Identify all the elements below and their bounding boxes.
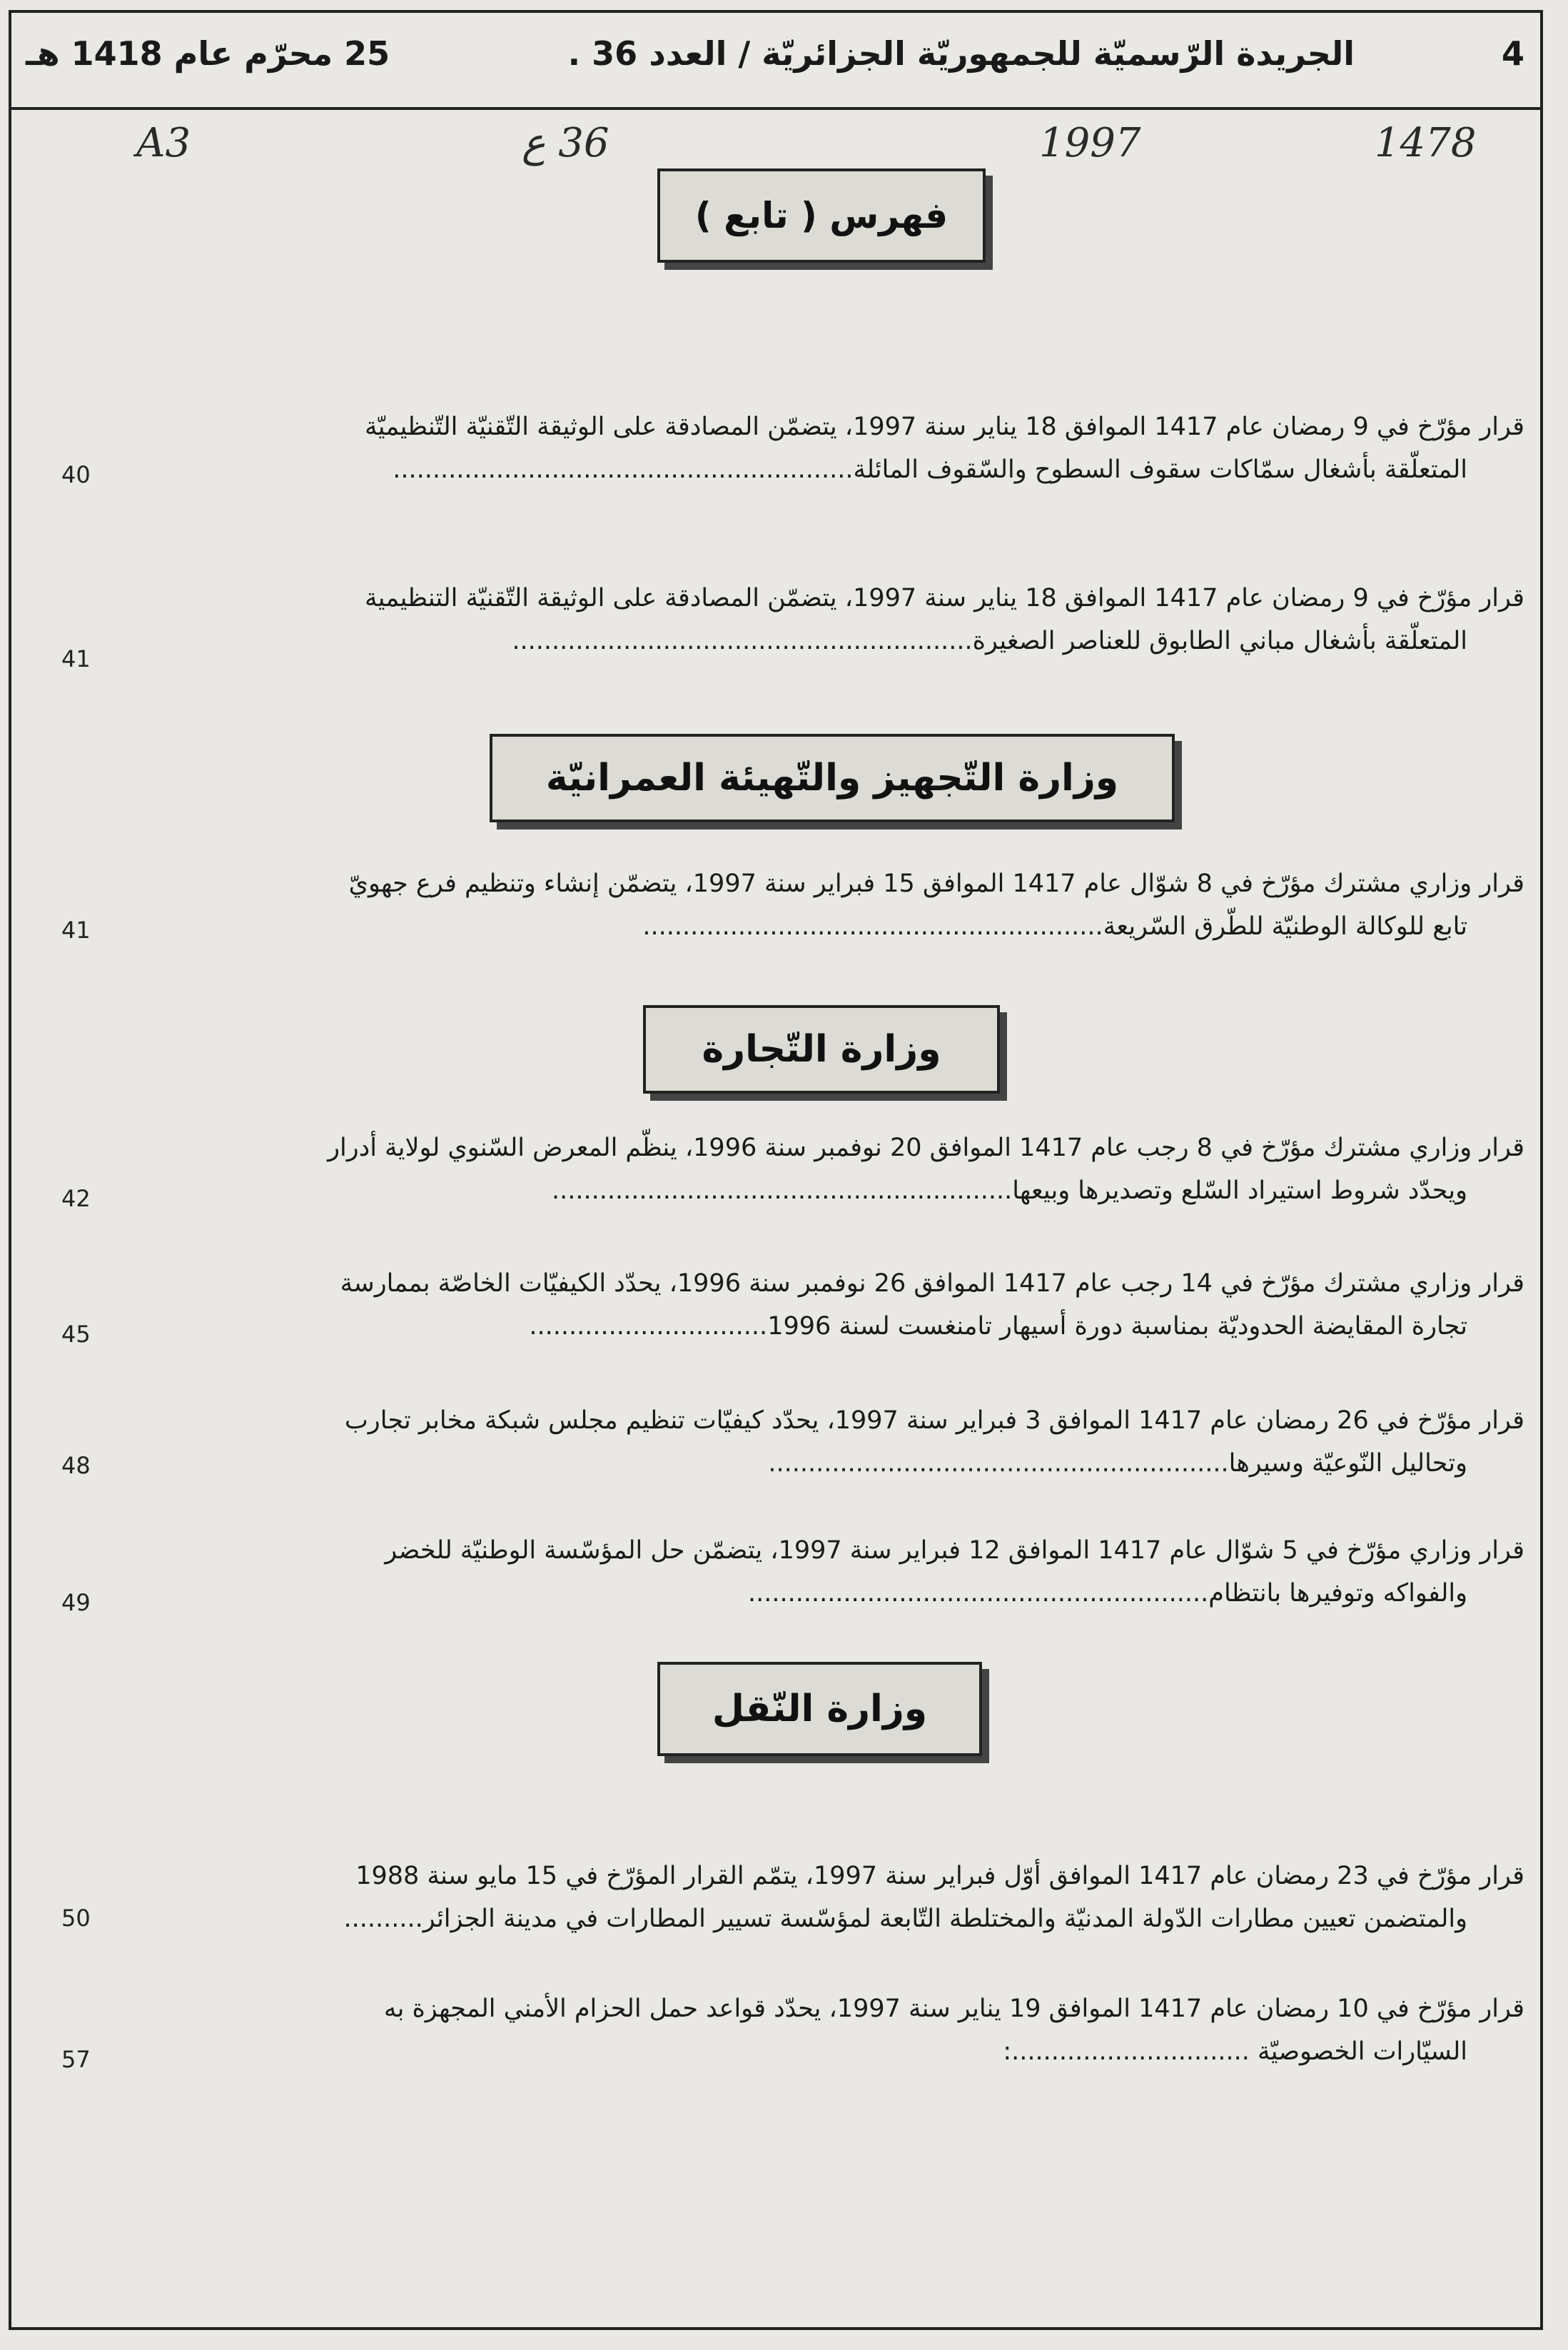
entry-page-number: 50: [61, 1905, 91, 1932]
section-title-commerce-ministry: وزارة التّجارة: [643, 1005, 1000, 1094]
entry-text-line2: السيّارات الخصوصيّة ..............................:: [1003, 2037, 1467, 2066]
entry-page-number: 41: [61, 645, 91, 672]
page-frame: [9, 10, 1543, 2330]
entry-page-number: 48: [61, 1452, 91, 1479]
entry-text-line1: قرار مؤرّخ في 10 رمضان عام 1417 الموافق 19 يناير سنة 1997، يحدّد قواعد حمل الحزام الأمني المجهزة به: [383, 1995, 1524, 2023]
entry-page-number: 45: [61, 1321, 91, 1348]
entry-page-number: 57: [61, 2046, 91, 2073]
entry-text-line2: ويحدّد شروط استيراد السّلع وتصديرها وبيعها..........................................................: [551, 1176, 1467, 1205]
entry-text-line1: قرار وزاري مشترك مؤرّخ في 8 شوّال عام 1417 الموافق 15 فبراير سنة 1997، يتضمّن إنشاء وتنظيم فرع جهويّ: [348, 869, 1524, 898]
section-title-equipment-ministry: وزارة التّجهيز والتّهيئة العمرانيّة: [490, 734, 1175, 822]
entry-text-line2: وتحاليل النّوعيّة وسيرها..........................................................: [768, 1449, 1467, 1478]
entry-text-line1: قرار مؤرّخ في 26 رمضان عام 1417 الموافق 3 فبراير سنة 1997، يحدّد كيفيّات تنظيم مجلس شبكة مخابر تجارب: [344, 1406, 1524, 1435]
entry-page-number: 49: [61, 1589, 91, 1616]
entry-text-line2: المتعلّقة بأشغال سمّاكات سقوف السطوح والسّقوف المائلة..........................................................: [393, 455, 1467, 484]
entry-text-line1: قرار مؤرّخ في 23 رمضان عام 1417 الموافق أوّل فبراير سنة 1997، يتمّم القرار المؤرّخ في 15 مايو سنة 1988: [355, 1862, 1524, 1890]
toc-entry: [126, 1987, 1524, 2073]
toc-entry: [126, 1529, 1524, 1615]
entry-text-line1: قرار وزاري مشترك مؤرّخ في 14 رجب عام 1417 الموافق 26 نوفمبر سنة 1996، يحدّد الكيفيّات الخاصّة بممارسة: [340, 1269, 1524, 1298]
entry-text-line2: تجارة المقايضة الحدوديّة بمناسبة دورة أسيهار تامنغست لسنة 1996..............................: [529, 1312, 1467, 1341]
entry-text-line1: قرار مؤرّخ في 9 رمضان عام 1417 الموافق 18 يناير سنة 1997، يتضمّن المصادقة على الوثيقة التّقنيّة التنظيمية: [365, 584, 1524, 612]
toc-entry: [126, 862, 1524, 948]
toc-entry: [126, 577, 1524, 662]
toc-entry: [126, 1126, 1524, 1212]
entry-text-line2: تابع للوكالة الوطنيّة للطّرق السّريعة..........................................................: [642, 912, 1467, 941]
entry-page-number: 41: [61, 917, 91, 944]
entry-text-line1: قرار وزاري مشترك مؤرّخ في 8 رجب عام 1417 الموافق 20 نوفمبر سنة 1996، ينظّم المعرض السّنوي لولاية أدرار: [328, 1134, 1524, 1162]
entry-text-line1: قرار مؤرّخ في 9 رمضان عام 1417 الموافق 18 يناير سنة 1997، يتضمّن المصادقة على الوثيقة التّقنيّة التّنظيميّة: [365, 413, 1524, 441]
toc-entry: [126, 1855, 1524, 1940]
header-date: 25 محرّم عام 1418 هـ: [26, 34, 390, 73]
header-page-number: 4: [1501, 34, 1524, 73]
entry-text-line1: قرار وزاري مؤرّخ في 5 شوّال عام 1417 الموافق 12 فبراير سنة 1997، يتضمّن حل المؤسّسة الوطنيّة للخضر: [385, 1536, 1524, 1565]
entry-text-line2: والفواكه وتوفيرها بانتظام..........................................................: [748, 1579, 1467, 1608]
section-title-index: فهرس ( تابع ): [657, 168, 986, 263]
entry-page-number: 40: [61, 461, 91, 488]
header-journal-title: الجريدة الرّسميّة للجمهوريّة الجزائريّة / العدد 36 .: [567, 34, 1355, 73]
handwritten-note-b: 36 ع: [522, 120, 610, 166]
entry-page-number: 42: [61, 1185, 91, 1212]
toc-entry: [126, 405, 1524, 491]
handwritten-note-a: A3: [136, 120, 191, 166]
handwritten-note-d: 1478: [1375, 120, 1477, 166]
handwritten-note-c: 1997: [1039, 120, 1141, 166]
toc-entry: [126, 1262, 1524, 1348]
entry-text-line2: المتعلّقة بأشغال مباني الطابوق للعناصر الصغيرة..........................................................: [512, 627, 1467, 655]
toc-entry: [126, 1399, 1524, 1485]
page-header: [11, 13, 1540, 110]
section-title-transport-ministry: وزارة النّقل: [657, 1662, 982, 1756]
entry-text-line2: والمتضمن تعيين مطارات الدّولة المدنيّة والمختلطة التّابعة لمؤسّسة تسيير المطارات في مدينة الجزائر..........: [343, 1905, 1467, 1933]
